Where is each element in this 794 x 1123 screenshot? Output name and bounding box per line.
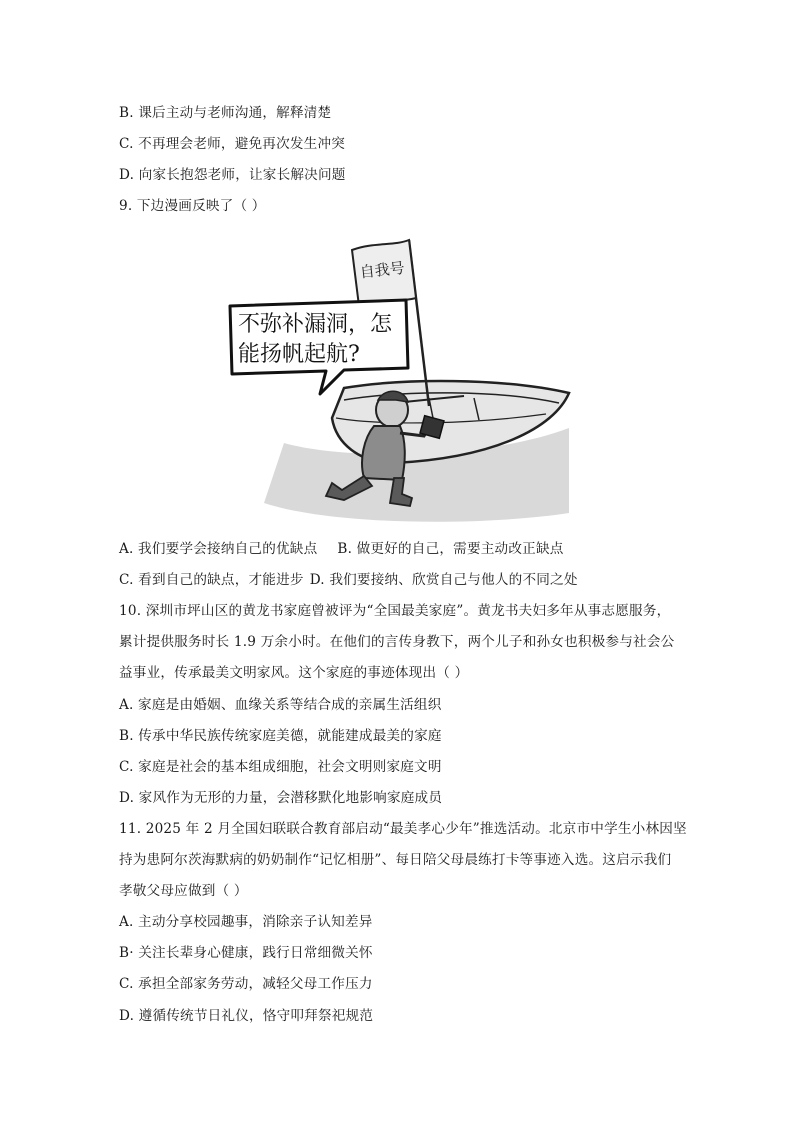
comic-illustration	[224, 228, 574, 528]
q9-option-a: A. 我们要学会接纳自己的优缺点	[119, 541, 318, 557]
q10-option-b: B. 传承中华民族传统家庭美德，就能建成最美的家庭	[119, 728, 442, 744]
q11-option-a: A. 主动分享校园趣事，消除亲子认知差异	[119, 914, 373, 930]
q9-option-d: D. 我们要接纳、欣赏自己与他人的不同之处	[309, 572, 578, 588]
q8-option-d: D. 向家长抱怨老师，让家长解决问题	[119, 167, 346, 183]
q9-option-c: C. 看到自己的缺点，才能进步	[119, 572, 304, 588]
bubble-line-2: 能扬帆起航?	[238, 342, 360, 367]
q9-stem: 9. 下边漫画反映了（ ）	[119, 198, 266, 214]
speech-bubble	[230, 300, 408, 394]
q11-stem-line-1: 11. 2025 年 2 月全国妇联联合教育部启动“最美孝心少年”推选活动。北京市中学生小林因坚	[119, 821, 687, 837]
q11-option-b: B· 关注长辈身心健康，践行日常细微关怀	[119, 945, 373, 961]
q8-option-b: B. 课后主动与老师沟通，解释清楚	[119, 105, 332, 121]
q10-stem-line-2: 累计提供服务时长 1.9 万余小时。在他们的言传身教下，两个儿子和孙女也积极参与社会公	[119, 634, 675, 650]
q9-option-row-2	[119, 571, 578, 589]
q10-stem-line-3: 益事业，传承最美文明家风。这个家庭的事迹体现出（ ）	[119, 665, 469, 681]
q9-option-row-1	[119, 540, 564, 558]
bubble-line-1: 不弥补漏洞，怎	[238, 312, 393, 337]
q11-stem-line-2: 持为患阿尔茨海默病的奶奶制作“记忆相册”、每日陪父母晨练打卡等事迹入选。这启示我们	[119, 852, 672, 868]
q11-option-c: C. 承担全部家务劳动，减轻父母工作压力	[119, 976, 373, 992]
q10-option-c: C. 家庭是社会的基本组成细胞，社会文明则家庭文明	[119, 759, 442, 775]
flag-label: 自我号	[358, 258, 406, 282]
q11-option-d: D. 遵循传统节日礼仪，恪守叩拜祭祀规范	[119, 1008, 374, 1024]
q10-option-d: D. 家风作为无形的力量，会潜移默化地影响家庭成员	[119, 790, 443, 806]
q9-option-b: B. 做更好的自己，需要主动改正缺点	[337, 541, 564, 557]
q10-option-a: A. 家庭是由婚姻、血缘关系等结合成的亲属生活组织	[119, 697, 442, 713]
q11-stem-line-3: 孝敬父母应做到（ ）	[119, 883, 248, 899]
q10-stem-line-1: 10. 深圳市坪山区的黄龙书家庭曾被评为“全国最美家庭”。黄龙书夫妇多年从事志愿服务，	[119, 603, 671, 619]
q8-option-c: C. 不再理会老师，避免再次发生冲突	[119, 136, 346, 152]
